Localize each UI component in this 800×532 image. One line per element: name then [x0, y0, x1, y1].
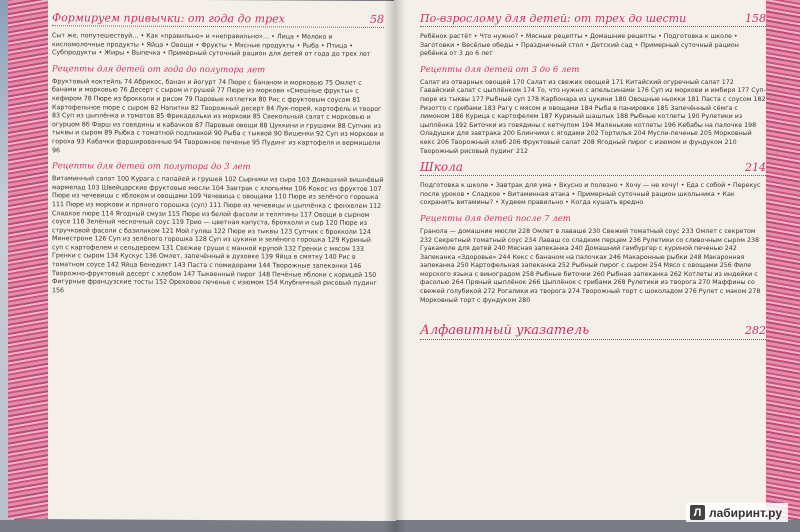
ink-border-right [766, 0, 800, 520]
chapter-title: По-взрослому для детей: от трех до шести [420, 12, 687, 25]
right-page-content [420, 8, 766, 346]
watermark-text: лабиринт.ру [708, 505, 782, 520]
section-title: Рецепты для детей после 7 лет [420, 213, 571, 224]
chapter-heading [420, 12, 766, 27]
left-page [8, 0, 396, 521]
recipe-list: Витаминный салат 100 Курага с папайей и грушей 102 Сырники из сыра 103 Домашний вишнёвый мармелад 103 Швейцарские фруктовые мюсли 104 Завтрак с хлопьями 106 Кокос из фруктов 107 Пюре из чечевицы с яблоком и овощами 109 Чечевица с овощами 110 Пюре из зелёного горошка 111 Пюре из моркови и пряного горошка (суп) 111 Пюре из чечевицы и цыплёнка с фенхелем 112 Сладкое пюре 114 Ягодный смузи 115 Пюре из белой фасоли и телятины 117 Овощи в сырном соусе 118 Зелёный чесночный соус 119 Трио — цветная капуста, брокколи и сыр 120 Пюре из стручковой фасоли с базиликом 121 Мой гуляш 122 Пюре из тыквы 123 Супчик с брокколи 124 Минестроне 126 Суп из зелёного горошка 128 Суп из цукини и зелёного горошка 129 Куриный суп с картофелем и сельдереем 131 Свежие груши с манной крупой 132 Гренки с мясом 133 Гренки с сыром 134 Кускус 136 Омлет, запечённый в духовке 139 Яйца в смятку 140 Рис в томатном соусе 142 Яйца Бенедикт 143 Паста с помидорами 144 Творожные запеканки 146 Творожно-фруктовый десерт с хлебом 147 Тыквенный пирог 148 Печёные яблоки с корицей 150 Фигурные французские тосты 152 Ореховое печенье с изюмом 154 Клубничный рисовый пудинг 156 [52, 175, 384, 295]
watermark [686, 503, 788, 522]
chapter-title: Школа [420, 160, 463, 175]
school-chapter-heading [420, 160, 766, 176]
section-title: Рецепты для детей от 3 до 6 лет [420, 64, 580, 75]
ink-border-left [8, 0, 48, 519]
chapter-page-number: 282 [745, 324, 766, 338]
section-title: Рецепты для детей от года до полутора лет [52, 63, 266, 76]
chapter-title: Формируем привычки: от года до трех [52, 11, 285, 26]
chapter-intro: Сыт же, попутешествуй… • Как «правильно» и «неправильно»… • Лица • Молоко и кисломолочные продукты • Яйца • Овощи • Фрукты • Мясные продукты • Рыба • Птица • Субпродукты • Жиры • Выпечка • Примерный суточный рацион для детей от года до трех лет [52, 32, 371, 59]
labirint-logo-icon: Л [690, 505, 705, 520]
recipe-list: Фруктовый коктейль 74 Абрикос, банан и йогурт 74 Пюре с бананом и морковью 75 Омлет с банами и морковью 76 Десерт с сыром и грушей 77 Пюре из моркови «Смешные фрукты» с кефиром 78 Пюре из брокколи и рисом 79 Паровые котлетки 80 Рис с фруктовым соусом 81 Картофельное пюре с сыром 82 Напитки 82 Творожный десерт 84 Лук-порей, картофель и творог 83 Суп из цыплёнка и томатов 85 Фрикадельки из моркови 85 Свекольный салат с морковью и огурцом 86 Фарш из говядины и кабачков 87 Паровые овощи 88 Цуккини и грушами 88 Супчик из тыквы и сыром 89 Рыбка с томатной подливкой 90 Рыба с тыквой 90 Вишенки 92 Суп из моркови и гороха 93 Кабачки фаршированные 94 Творожное печенье 95 Пудинг из картофеля и вермишели 96 [52, 77, 384, 154]
left-page-content [52, 7, 384, 301]
right-page [394, 0, 800, 520]
book-gutter [384, 0, 406, 532]
chapter-heading [52, 11, 384, 28]
index-heading [420, 323, 766, 340]
recipe-list: Салат из отварных овощей 170 Салат из свежих овощей 171 Китайский огуречный салат 172 Гавайский салат с цыплёнком 174 То, что нужно с апельсинами 176 Суп из моркови и имбиря 177 Суп-пюре из тыквы 177 Рыбный суп 178 Карбонара из цукини 180 Овощные ньокки 181 Паста с соусом 182 Ризотто с грибами 183 Рагу с мясом и овощами 184 Рыба в панировке 185 Запечённый сёмга с лимоном 186 Курица с картофелем 187 Куриный шашлык 188 Рыбные котлеты 190 Рулетики из цыплёнка 192 Биточки из говядины с кетчупом 194 Маленькие котлеты 196 Кебабы на палочке 198 Оладушки для завтрака 200 Блинчики с ягодами 202 Тортилья 204 Мусли-печенье 205 Морковный кекс 206 Творожный хлеб 206 Фруктовый салат 208 Ягодный пирог с изюмом и фундуком 210 Творожный рисовый пудинг 212 [420, 78, 766, 155]
chapter-title: Алфавитный указатель [420, 323, 590, 339]
chapter-page-number: 58 [370, 12, 384, 26]
section-title: Рецепты для детей от полутора до 3 лет [52, 161, 251, 173]
chapter-page-number: 158 [745, 12, 766, 25]
chapter-intro: Ребёнок растёт • Что нужно? • Мясные рецепты • Домашние рецепты • Подготовка к школе • Заготовки • Весёлые обеды • Праздничный стол • Детский сад • Примерный суточный рацион ребёнка от 3 до 6 лет [420, 33, 739, 58]
chapter-intro: Подготовка к школе • Завтрак для ума • Вкусно и полезно • Хочу — не хочу! • Еда с собой • Перекус после уроков • Сладкое • Витаминная атака • Примерный суточный рацион школьника • Как сохранить витамины? • Худеем правильно • Когда кушать вредно [420, 182, 761, 207]
recipe-list: Гранола — домашние мюсли 228 Омлет в лаваше 230 Свежий томатный соус 233 Омлет с секретом 232 Секретный томатный соус 234 Лаваш со сладким перцем 236 Рулетики со сливочным сыром 238 Гуакамоле для детей 240 Мясная запеканка 240 Домашний гамбургер с куриной печенью 242 Запеканка «Здоровье» 244 Кекс с бананом на палочках 246 Макаронные рыбки 248 Макаронная запеканка 250 Картофельная запеканка 252 Рыбный пирог с сыром 254 Мясо с овощами 256 Филе морского языка с виноградом 258 Рыбные биточки 260 Рыбная запеканка 262 Котлеты из индейки с фасолью 264 Пряный цыплёнок 266 Цыплёнок с грибами 268 Рулетики из творога 270 Маффины со свежей голубикой 272 Рогалики из творога 274 Творожный торт с шоколадом 276 Рулет с маком 278 Морковный торт с фундуком 280 [420, 227, 761, 304]
chapter-page-number: 214 [745, 161, 766, 175]
